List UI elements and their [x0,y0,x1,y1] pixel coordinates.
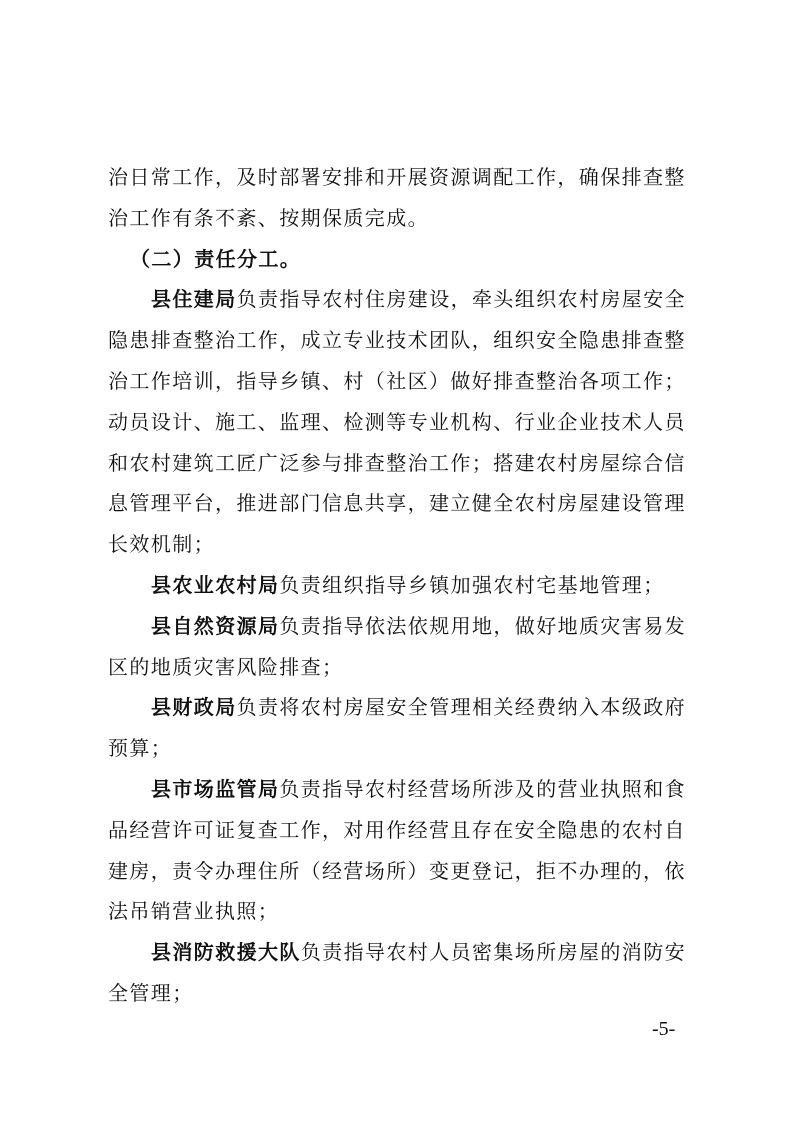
paragraph-line [108,157,708,198]
paragraph-line [108,402,708,443]
line-text: 负责指导农村人员密集场所房屋的消防安 [300,940,687,965]
department-name: 县农业农村局 [151,572,280,597]
line-text: 品经营许可证复查工作，对用作经营且存在安全隐患的农村自 [108,817,686,842]
paragraph-line [108,483,708,524]
line-text: 治日常工作，及时部署安排和开展资源调配工作，确保排查整 [108,165,686,189]
department-name: 县住建局 [151,287,237,312]
paragraph-line [108,810,708,851]
page-number: -5- [652,1018,676,1040]
paragraph-line [108,728,708,769]
paragraph-line [108,769,708,810]
line-text: 隐患排查整治工作，成立专业技术团队，组织安全隐患排查整 [108,328,686,353]
line-text: 全管理； [108,980,194,1005]
paragraph-line [108,932,708,973]
paragraph-line [108,973,708,1014]
line-text: 负责组织指导乡镇加强农村宅基地管理； [279,572,665,597]
paragraph-line [108,606,708,647]
department-name: 县消防救援大队 [151,940,301,965]
line-text: 息管理平台，推进部门信息共享，建立健全农村房屋建设管理 [108,491,686,516]
line-text: 负责将农村房屋安全管理相关经费纳入本级政府 [236,695,687,720]
paragraph-line [108,647,708,688]
line-text: 建房，责令办理住所（经营场所）变更登记，拒不办理的，依 [108,858,686,883]
line-text: 治工作培训，指导乡镇、村（社区）做好排查整治各项工作； [108,368,686,393]
paragraph-line [108,687,708,728]
paragraph-line [108,443,708,484]
line-text: 治工作有条不紊、按期保质完成。 [108,205,429,230]
line-text: 负责指导农村住房建设，牵头组织农村房屋安全 [236,287,687,312]
paragraph-line [108,524,708,565]
paragraph-line [108,565,708,606]
line-text: 动员设计、施工、监理、检测等专业机构、行业企业技术人员 [108,409,686,434]
paragraph-line [108,361,708,402]
department-name: 县自然资源局 [151,613,280,638]
paragraph-line [108,851,708,892]
line-text: 长效机制； [108,532,215,557]
department-name: 县市场监管局 [151,776,280,801]
paragraph-line [108,891,708,932]
section-heading: （二）责任分工。 [130,246,302,271]
line-text: 负责指导依法依规用地，做好地质灾害易发 [279,613,687,638]
line-text: 和农村建筑工匠广泛参与排查整治工作；搭建农村房屋综合信 [108,450,686,475]
line-text: 区的地质灾害风险排查； [108,654,344,679]
department-name: 县财政局 [151,695,237,720]
line-text: 法吊销营业执照； [108,899,280,924]
paragraph-line [108,198,708,239]
paragraph-line [108,279,708,320]
line-text: 负责指导农村经营场所涉及的营业执照和食 [279,776,687,801]
line-text: 预算； [108,736,173,761]
paragraph-line [108,320,708,361]
document-body [108,157,708,1014]
